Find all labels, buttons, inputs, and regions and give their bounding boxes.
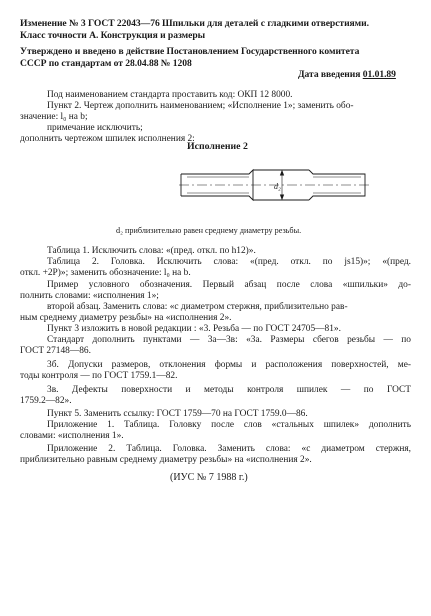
stud-drawing (179, 152, 369, 222)
paragraph-item3: Пункт 3 изложить в новой редакции : «3. Резьба — по ГОСТ 24705—81». (47, 324, 341, 334)
approval-line: Утверждено и введено в действие Постановлением Государственного комитета (20, 46, 360, 57)
diameter-label: d₂ (274, 182, 281, 191)
stud-drawing-svg (179, 152, 369, 222)
paragraph-second-abzac-cont: ным среднему диаметру резьбы» на «исполнения 2». (20, 313, 232, 323)
dimension-arrow-top (281, 171, 284, 175)
paragraph-items-3a-cont: ГОСТ 27148—86. (20, 346, 91, 356)
paragraph-item-3b-cont: тоды контроля — по ГОСТ 1759.1—82. (20, 371, 178, 381)
paragraph-table2-cont: откл. +2P)»; заменить обозначение: l₀ на b. (20, 268, 191, 278)
amendment-title: Изменение № 3 ГОСТ 22043—76 Шпильки для деталей с гладкими отверстиями. (20, 18, 369, 29)
paragraph-items-3a-3v: Стандарт дополнить пунктами — 3а—3в: «3а. Размеры сбегов резьбы — по (47, 335, 411, 345)
paragraph-item-3v-cont: 1759.2—82». (20, 396, 72, 406)
paragraph-appendix2: Приложение 2. Таблица. Головка. Заменить слова: «с диаметром стержня, (47, 444, 411, 454)
paragraph-okp-code: Под наименованием стандарта проставить код: ОКП 12 8000. (47, 90, 293, 100)
paragraph-table2: Таблица 2. Головка. Исключить слова: «(пред. откл. по js15)»; «(пред. (47, 257, 411, 267)
paragraph-second-abzac: второй абзац. Заменить слова: «с диаметром стержня, приблизительно рав- (47, 302, 348, 312)
effective-date (298, 70, 396, 81)
paragraph-example-cont: полнить словами: «исполнения 1»; (20, 291, 159, 301)
paragraph-appendix1-cont: словами: «исполнения 1». (20, 431, 124, 441)
paragraph-item-3v: 3в. Дефекты поверхности и методы контроля шпилек — по ГОСТ (47, 385, 411, 395)
ius-reference: (ИУС № 7 1988 г.) (170, 472, 248, 483)
effective-date-label: Дата введения (298, 69, 361, 80)
paragraph-item-3b: 3б. Допуски размеров, отклонения формы и расположения поверхностей, ме- (47, 360, 411, 370)
paragraph-example: Пример условного обозначения. Первый абзац после слова «шпильки» до- (47, 280, 411, 290)
paragraph-add-drawing: дополнить чертежом шпилек исполнения 2: (20, 134, 195, 144)
paragraph-note-remove: примечание исключить; (47, 123, 143, 133)
paragraph-item2: Пункт 2. Чертеж дополнить наименованием; «Исполнение 1»; заменить обо- (47, 101, 354, 111)
dimension-arrow-bottom (281, 195, 284, 199)
paragraph-appendix2-cont: приблизительно равным среднему диаметру резьбы» на «исполнения 2». (20, 455, 312, 465)
approval-line-2: СССР по стандартам от 28.04.88 № 1208 (20, 58, 192, 69)
paragraph-table1: Таблица 1. Исключить слова: «(пред. откл. по h12)». (47, 246, 256, 256)
effective-date-value: 01.01.89 (362, 69, 396, 80)
figure-caption: d₂ приблизительно равен среднему диаметру резьбы. (116, 226, 302, 235)
paragraph-appendix1: Приложение 1. Таблица. Головку после слов «стальных шпилек» дополнить (47, 420, 411, 430)
paragraph-item2-cont: значение: l₀ на b; (20, 112, 88, 122)
amendment-subtitle: Класс точности А. Конструкция и размеры (20, 30, 206, 41)
figure-title: Исполнение 2 (187, 141, 248, 152)
paragraph-item5: Пункт 5. Заменить ссылку: ГОСТ 1759—70 на ГОСТ 1759.0—86. (47, 409, 308, 419)
